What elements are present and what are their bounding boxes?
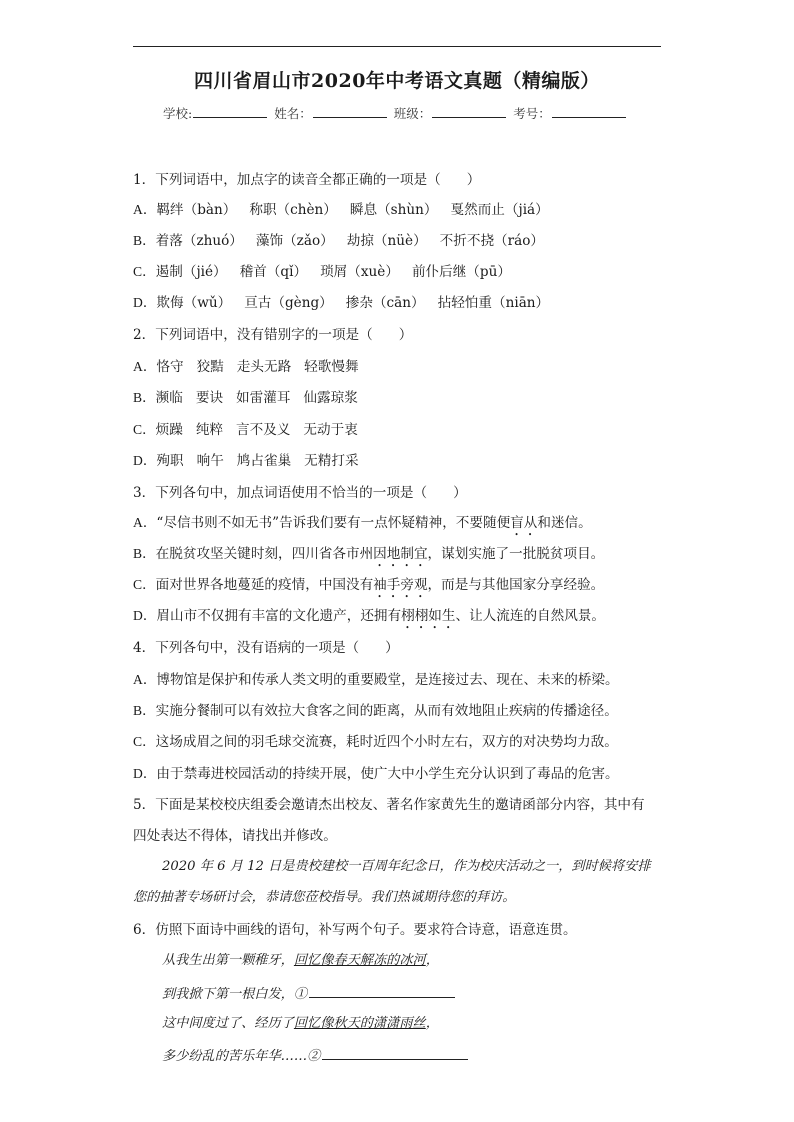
option-word: 掺杂（cān） xyxy=(345,295,425,311)
option-word: 响午 xyxy=(196,453,224,469)
option-text: 实施分餐制可以有效拉大食客之间的距离，从而有效地阻止疾病的传播途径。 xyxy=(155,703,618,719)
option-letter: A． xyxy=(133,515,157,530)
option-word: 遏制（jié） xyxy=(155,264,227,280)
q5-letter-line2: 您的抽著专场研讨会，恭请您莅校指导。我们热诚期待您的拜访。 xyxy=(133,890,516,905)
number-label: 考号： xyxy=(513,106,551,121)
blank-marker: ① xyxy=(293,987,308,1002)
option-word: 恪守 xyxy=(156,359,184,375)
poem-line-4: 多少纷乱的苦乐年华……② xyxy=(162,1046,468,1066)
option-letter: A． xyxy=(133,202,157,217)
underlined-sentence: 回忆像春天解冻的冰河 xyxy=(293,953,426,968)
option-text: 和迷信。 xyxy=(537,515,592,531)
option-word: 如雷灌耳 xyxy=(236,390,291,406)
q4-option-a[interactable] xyxy=(133,671,619,689)
q1-option-d[interactable] xyxy=(133,294,562,312)
option-word: 狡黠 xyxy=(196,359,224,375)
option-text: 博物馆是保护和传承人类文明的重要殿堂，是连接过去、现在、未来的桥梁。 xyxy=(156,672,619,688)
q4-option-b[interactable] xyxy=(133,702,618,720)
class-label: 班级： xyxy=(393,106,432,121)
option-text: 在脱贫攻坚关键时刻，四川省各市州 xyxy=(155,546,374,562)
school-label: 学校: xyxy=(163,106,193,121)
q1-option-c[interactable] xyxy=(133,263,524,281)
answer-blank-1[interactable] xyxy=(309,984,455,998)
q3-option-c[interactable] xyxy=(133,576,604,601)
option-word: 羁绊（bàn） xyxy=(156,202,237,218)
answer-blank-2[interactable] xyxy=(322,1046,468,1060)
option-letter: B． xyxy=(133,703,156,718)
option-letter: D． xyxy=(133,766,157,781)
option-word: 无精打采 xyxy=(304,453,359,469)
option-word: 言不及义 xyxy=(236,422,291,438)
q2-stem: 2．下列词语中，没有错别字的一项是（ ） xyxy=(133,327,413,343)
name-blank[interactable] xyxy=(313,106,387,118)
option-word: 前仆后继（pū） xyxy=(411,264,511,280)
option-text: 面对世界各地蔓延的疫情，中国没有 xyxy=(155,577,374,593)
option-word: 亘古（gèng） xyxy=(244,295,333,311)
option-word: 劫掠（nüè） xyxy=(346,233,427,249)
poem-line-1: 从我生出第一颗稚牙，回忆像春天解冻的冰河， xyxy=(162,953,439,968)
option-text: 由于禁毒进校园活动的持续开展，使广大中小学生充分认识到了毒品的危害。 xyxy=(156,766,619,782)
number-blank[interactable] xyxy=(552,106,626,118)
option-word: 要诀 xyxy=(195,390,224,406)
option-word: 濒临 xyxy=(155,390,183,406)
class-blank[interactable] xyxy=(432,106,506,118)
poem-line-3: 这中间度过了、经历了回忆像秋天的潇潇雨丝， xyxy=(162,1016,439,1031)
option-text: ，谋划实施了一批脱贫项目。 xyxy=(427,546,605,562)
q3-stem: 3．下列各句中，加点词语使用不恰当的一项是（ ） xyxy=(133,485,467,501)
emphasized-word: 栩栩如生 xyxy=(401,608,456,624)
option-word: 瞬息（shùn） xyxy=(349,202,438,218)
option-text: 这场成眉之间的羽毛球交流赛，耗时近四个小时左右，双方的对决势均力敌。 xyxy=(155,734,618,750)
blank-marker: ② xyxy=(307,1049,321,1064)
option-letter: A． xyxy=(133,672,157,687)
option-letter: A． xyxy=(133,359,157,374)
option-word: 拈轻怕重（niān） xyxy=(437,295,550,311)
student-info-line xyxy=(163,104,629,122)
q5-stem-line1: 5．下面是某校校庆组委会邀请杰出校友、著名作家黄先生的邀请函部分内容，其中有 xyxy=(133,797,645,813)
option-word: 走头无路 xyxy=(236,359,292,375)
option-word: 轻歌慢舞 xyxy=(304,359,359,375)
option-word: 欺侮（wǔ） xyxy=(156,295,232,311)
option-letter: D． xyxy=(133,295,157,310)
option-letter: C． xyxy=(133,734,156,749)
name-label: 姓名： xyxy=(274,106,312,121)
underlined-sentence: 回忆像秋天的潇潇雨丝 xyxy=(293,1016,426,1031)
top-rule xyxy=(133,46,661,47)
q1-option-a[interactable] xyxy=(133,201,562,219)
option-word: 称职（chèn） xyxy=(249,202,337,218)
option-word: 无动于衷 xyxy=(303,422,358,438)
option-word: 藻饰（zǎo） xyxy=(255,233,334,249)
q2-option-d[interactable] xyxy=(133,452,372,470)
q4-option-c[interactable] xyxy=(133,733,618,751)
option-text: 眉山市不仅拥有丰富的文化遗产，还拥有 xyxy=(156,608,402,624)
q2-option-a[interactable] xyxy=(133,358,372,376)
option-letter: B． xyxy=(133,233,156,248)
q1-stem: 1．下列词语中，加点字的读音全都正确的一项是（ ） xyxy=(133,172,481,188)
option-word: 鸠占雀巢 xyxy=(236,453,292,469)
q3-option-d[interactable] xyxy=(133,607,605,632)
option-word: 纯粹 xyxy=(195,422,224,438)
option-letter: C． xyxy=(133,264,156,279)
option-letter: C． xyxy=(133,577,156,592)
option-word: 不折不挠（ráo） xyxy=(439,233,545,249)
q3-option-a[interactable] xyxy=(133,514,592,539)
option-word: 仙露琼浆 xyxy=(303,390,358,406)
option-letter: C． xyxy=(133,422,156,437)
option-text: 、让人流连的自然风景。 xyxy=(455,608,606,624)
q6-stem: 6．仿照下面诗中画线的语句，补写两个句子。要求符合诗意，语意连贯。 xyxy=(133,922,577,938)
q2-option-c[interactable] xyxy=(133,421,371,439)
poem-line-2: 到我掀下第一根白发，① xyxy=(162,984,455,1004)
option-word: 戛然而止（jiá） xyxy=(450,202,549,218)
q4-option-d[interactable] xyxy=(133,765,619,783)
emphasized-word: 袖手旁观 xyxy=(373,577,428,593)
option-letter: B． xyxy=(133,390,156,405)
q2-option-b[interactable] xyxy=(133,389,371,407)
option-word: 烦躁 xyxy=(155,422,183,438)
q5-letter-line1: 2020 年 6 月 12 日是贵校建校一百周年纪念日，作为校庆活动之一，到时候将安排 xyxy=(162,859,651,874)
q1-option-b[interactable] xyxy=(133,232,557,250)
option-text: “尽信书则不如无书”告诉我们要有一点怀疑精神，不要随便 xyxy=(156,515,511,531)
q3-option-b[interactable] xyxy=(133,545,604,570)
q4-stem: 4．下列各句中，没有语病的一项是（ ） xyxy=(133,640,399,656)
page-title: 四川省眉山市2020年中考语文真题（精编版） xyxy=(194,70,600,92)
option-text: ，而是与其他国家分享经验。 xyxy=(427,577,605,593)
emphasized-word: 盲从 xyxy=(510,515,538,531)
emphasized-word: 因地制宜 xyxy=(373,546,428,562)
option-word: 琐屑（xuè） xyxy=(320,264,399,280)
option-letter: D． xyxy=(133,453,157,468)
option-word: 殉职 xyxy=(156,453,184,469)
option-word: 稽首（qǐ） xyxy=(239,264,308,280)
option-letter: B． xyxy=(133,546,156,561)
school-blank[interactable] xyxy=(193,106,267,118)
q5-stem-line2: 四处表达不得体，请找出并修改。 xyxy=(133,828,337,844)
option-word: 着落（zhuó） xyxy=(155,233,243,249)
option-letter: D． xyxy=(133,608,157,623)
